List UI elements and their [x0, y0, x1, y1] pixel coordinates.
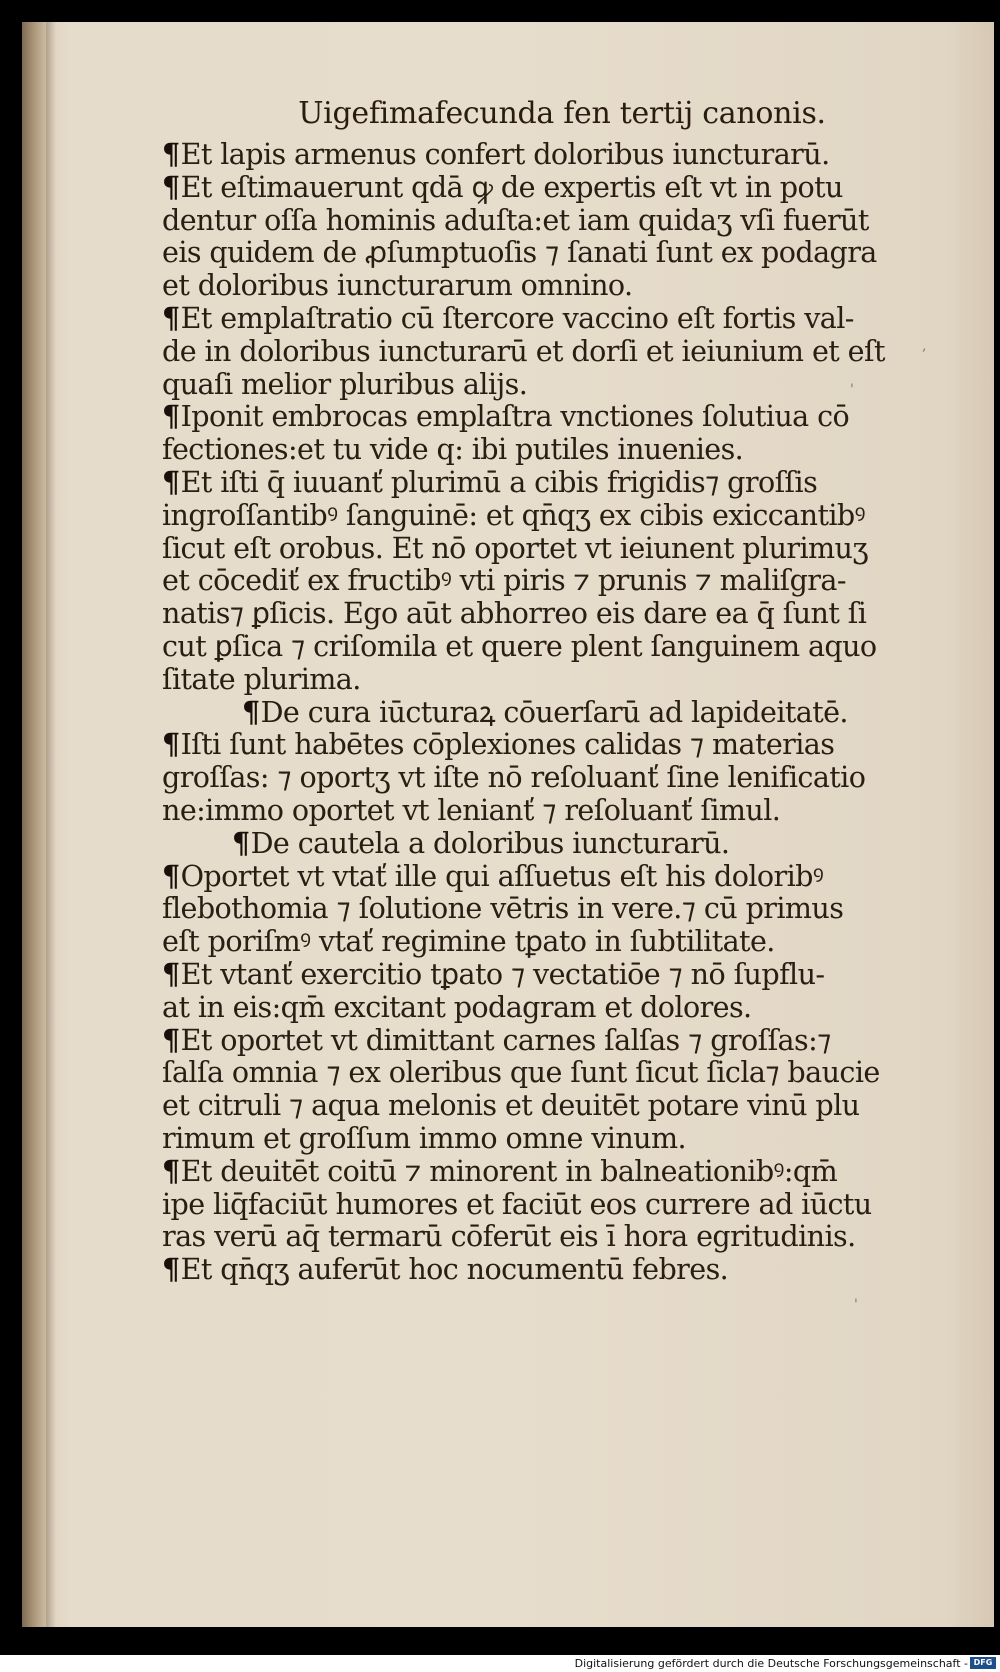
pilcrow-mark: ¶: [162, 169, 180, 204]
text-line: [162, 1024, 962, 1057]
text-line: [162, 958, 962, 991]
line-text: de in doloribus iuncturarū et dorſi et ieiunium et eſt: [162, 333, 885, 368]
pilcrow-mark: ¶: [162, 300, 180, 335]
line-text: flebothomia ⁊ ſolutione vētris in vere.⁊ cū primus: [162, 891, 844, 926]
text-block: [162, 94, 962, 1286]
text-line: [162, 1089, 962, 1122]
line-text: Iſti ſunt habētes cōplexiones calidas ⁊ materias: [180, 727, 835, 762]
line-text: Et vtanť exercitio tꝑato ⁊ vectatiōe ⁊ nō ſupflu-: [180, 956, 825, 991]
line-text: Et qn̄qʒ auferūt hoc nocumentū febres.: [180, 1252, 729, 1287]
gutter-shadow: [46, 22, 56, 1627]
text-line: [162, 761, 962, 794]
line-text: Et oportet vt dimittant carnes ſalſas ⁊ groſſas:⁊: [180, 1022, 831, 1057]
line-text: at in eis:qm̄ excitant podagram et dolores.: [162, 989, 752, 1024]
line-text: fectiones:et tu vide q: ibi putiles inuenies.: [162, 432, 744, 467]
text-line: [162, 630, 962, 663]
line-text: ſicut eſt orobus. Et nō oportet vt ieiunent plurimuʒ: [162, 530, 868, 565]
dfg-logo: DFG: [970, 1657, 996, 1669]
line-text: Iponit embrocas emplaſtra vnctiones ſolutiua cō: [180, 399, 850, 434]
line-text: ingroſſantibꝰ ſanguinē: et qn̄qʒ ex cibis exiccantibꝰ: [162, 497, 865, 532]
text-line: [162, 991, 962, 1024]
pilcrow-mark: ¶: [162, 1252, 180, 1287]
paper-mark: ': [854, 1297, 858, 1313]
text-line: [162, 302, 962, 335]
line-text: Et iſti q̄ iuuanť plurimū a cibis frigidis⁊ groſſis: [180, 464, 818, 499]
page-spine: [22, 22, 46, 1627]
line-text: et cōcediť ex fructibꝰ vti piris ⁊ prunis ⁊ maliſgra-: [162, 563, 846, 598]
text-line: [162, 696, 962, 729]
pilcrow-mark: ¶: [242, 694, 260, 729]
line-text: Et deuitēt coitū ⁊ minorent in balneationibꝰ:qm̄: [180, 1153, 838, 1188]
text-line: [162, 728, 962, 761]
pilcrow-mark: ¶: [162, 956, 180, 991]
text-line: [162, 204, 962, 237]
line-text: ne:immo oportet vt lenianť ⁊ reſoluanť ſimul.: [162, 792, 781, 827]
text-line: [162, 499, 962, 532]
text-line: [162, 138, 962, 171]
text-line: [162, 892, 962, 925]
pilcrow-mark: ¶: [162, 1153, 180, 1188]
text-line: [162, 335, 962, 368]
text-line: [162, 1155, 962, 1188]
text-line: [162, 827, 962, 860]
line-text: Et lapis armenus confert doloribus iuncturarū.: [180, 137, 830, 171]
pilcrow-mark: ¶: [162, 727, 180, 762]
footer-bar: [0, 1655, 1000, 1672]
text-line: [162, 597, 962, 630]
line-text: rimum et groſſum immo omne vinum.: [162, 1120, 686, 1155]
line-text: Et emplaſtratio cū ſtercore vaccino eſt fortis val-: [180, 300, 854, 335]
pilcrow-mark: ¶: [162, 464, 180, 499]
paper-mark: ': [850, 382, 854, 398]
pilcrow-mark: ¶: [162, 1022, 180, 1057]
footer-credit: Digitalisierung gefördert durch die Deutsche Forschungsgemeinschaft -: [574, 1657, 968, 1670]
text-line: [162, 1220, 962, 1253]
text-line: [162, 466, 962, 499]
text-line: [162, 1056, 962, 1089]
line-text: eſt poriſmꝰ vtať regimine tꝑato in ſubtilitate.: [162, 924, 775, 959]
line-text: ras verū aq̄ termarū cōferūt eis ī hora egritudinis.: [162, 1219, 856, 1254]
text-line: [162, 1122, 962, 1155]
text-line: [162, 1188, 962, 1221]
line-text: ſitate plurima.: [162, 661, 361, 696]
line-text: De cautela a doloribus iuncturarū.: [250, 825, 730, 860]
line-text: Oportet vt vtať ille qui aſſuetus eſt his doloribꝰ: [180, 858, 824, 893]
paper-mark: ,: [922, 338, 927, 354]
text-line: [162, 1253, 962, 1286]
line-text: cut ꝑſica ⁊ criſomila et quere plent ſanguinem aquo: [162, 628, 877, 663]
text-line: [162, 663, 962, 696]
text-line: [162, 860, 962, 893]
text-line: [162, 925, 962, 958]
line-text: De cura iūcturaꝝ cōuerſarū ad lapideitatē.: [260, 694, 848, 729]
line-text: eis quidem de ꝓſumptuoſis ⁊ ſanati ſunt ex podagra: [162, 235, 877, 270]
text-line: [162, 236, 962, 269]
line-text: natis⁊ ꝑſicis. Ego aūt abhorreo eis dare ea q̄ ſunt ſi: [162, 596, 867, 631]
line-text: ſalſa omnia ⁊ ex oleribus que ſunt ſicut ſicla⁊ baucie: [162, 1055, 880, 1090]
line-text: dentur oſſa hominis aduſta:et iam quidaʒ vſi fuerūt: [162, 202, 869, 237]
text-line: [162, 400, 962, 433]
pilcrow-mark: ¶: [162, 137, 180, 171]
line-text: quaſi melior pluribus alijs.: [162, 366, 528, 401]
pilcrow-mark: ¶: [162, 858, 180, 893]
text-line: [162, 269, 962, 302]
pilcrow-mark: ¶: [232, 825, 250, 860]
pilcrow-mark: ¶: [162, 399, 180, 434]
text-line: [162, 433, 962, 466]
text-line: [162, 564, 962, 597]
text-line: [162, 794, 962, 827]
line-text: et citruli ⁊ aqua melonis et deuitēt potare vinū plu: [162, 1088, 860, 1123]
text-lines: [162, 138, 962, 1286]
line-text: Et eſtimauerunt qdā ꝙ de expertis eſt vt in potu: [180, 169, 843, 204]
text-line: [162, 171, 962, 204]
text-line: [162, 368, 962, 401]
text-line: [162, 532, 962, 565]
running-head: Uigefimafecunda fen tertij canonis.: [298, 96, 826, 131]
line-text: ipe liq̄faciūt humores et faciūt eos currere ad iūctu: [162, 1186, 872, 1221]
line-text: groſſas: ⁊ oportʒ vt iſte nō reſoluanť ſine lenificatio: [162, 760, 866, 795]
book-page: [22, 22, 994, 1627]
line-text: et doloribus iuncturarum omnino.: [162, 268, 633, 303]
